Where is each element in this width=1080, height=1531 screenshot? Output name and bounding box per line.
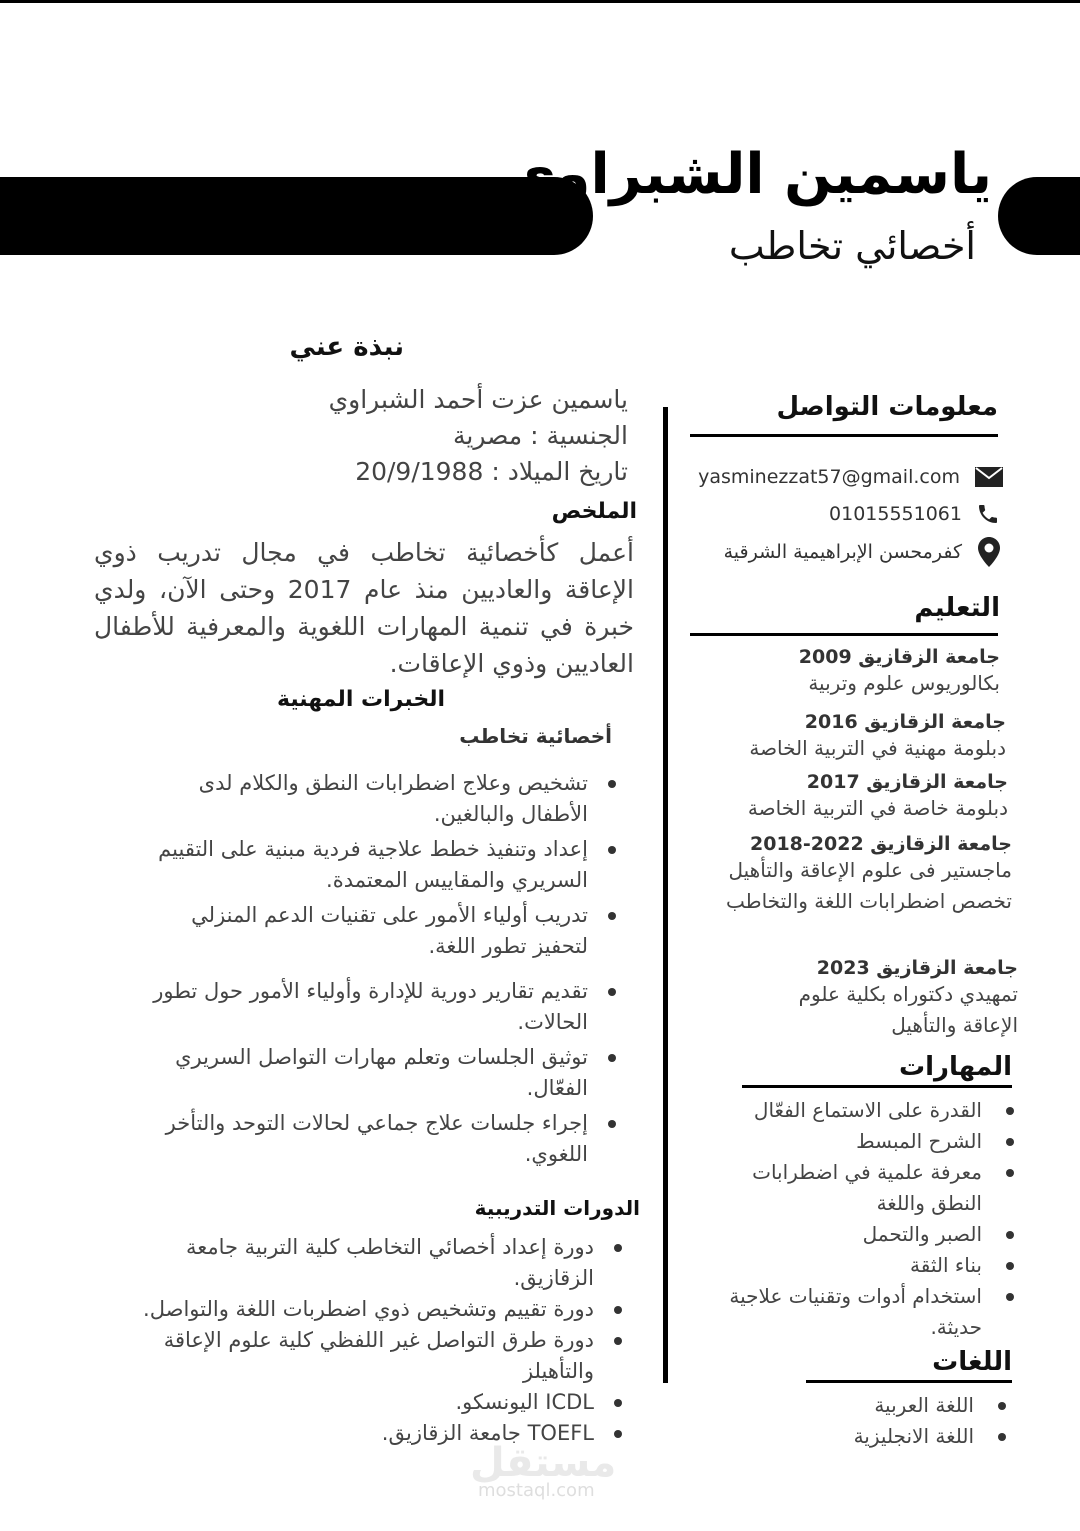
education-item — [712, 833, 1012, 917]
languages-list — [788, 1390, 1008, 1452]
phone-icon — [976, 502, 1000, 526]
watermark-url: mostaql.com — [478, 1480, 595, 1501]
list-item: إعداد وتنفيذ خطط علاجية فردية مبنية على التقييم السريري والمقاييس المعتمدة. — [138, 834, 618, 896]
skills-heading: المهارات — [898, 1052, 1012, 1082]
list-item: معرفة علمية في اضطرابات النطق واللغة — [716, 1157, 1016, 1219]
list-item: استخدام أدوات وتقنيات علاجية حديثة. — [716, 1281, 1016, 1343]
education-university: جامعة الزقازيق 2022-2018 — [750, 833, 1012, 855]
education-item — [676, 711, 1006, 764]
list-item: اللغة العربية — [788, 1390, 1008, 1421]
education-degree: تمهيدي دكتوراه بكلية علوم الإعاقة والتأهيل — [798, 982, 1018, 1037]
experience-heading: الخبرات المهنية — [276, 687, 445, 712]
languages-rule — [806, 1380, 1012, 1383]
education-university: جامعة الزقازيق 2009 — [798, 646, 1000, 668]
skills-list — [716, 1095, 1016, 1343]
education-item — [738, 957, 1018, 1041]
about-birth-date: تاريخ الميلاد : 20/9/1988 — [355, 457, 628, 486]
about-heading: نبذة عني — [289, 332, 404, 362]
header-band-right — [998, 177, 1080, 255]
education-rule — [690, 633, 998, 636]
contact-rule — [690, 434, 998, 437]
candidate-title: أخصائي تخاطب — [728, 224, 976, 268]
courses-heading: الدورات التدريبية — [474, 1196, 640, 1220]
education-degree: دبلومة خاصة في التربية الخاصة — [747, 796, 1008, 820]
contact-phone-row[interactable] — [829, 502, 1000, 526]
contact-email-row[interactable] — [698, 466, 1004, 488]
contact-address-row — [724, 536, 1002, 568]
list-item: TOEFL جامعة الزقازيق. — [104, 1418, 624, 1449]
courses-list — [104, 1232, 624, 1449]
top-border-line — [0, 0, 1080, 3]
list-item: القدرة على الاستماع الفعّال — [716, 1095, 1016, 1126]
list-item: إجراء جلسات علاج جماعي لحالات التوحد والتأخر اللغوي. — [138, 1108, 618, 1170]
list-item: بناء الثقة — [716, 1250, 1016, 1281]
education-item — [678, 771, 1008, 824]
summary-text: أعمل كأخصائية تخاطب في مجال تدريب ذوي الإعاقة والعاديين منذ عام 2017 وحتى الآن، ولدي خبرة في تنمية المهارات اللغوية والمعرفية للأطفال العاديين وذوي الإعاقات. — [94, 538, 634, 678]
experience-list — [138, 768, 618, 1170]
list-item: الصبر والتحمل — [716, 1219, 1016, 1250]
list-item: تدريب أولياء الأمور على تقنيات الدعم المنزلي لتحفيز تطور اللغة. — [138, 900, 618, 962]
list-item: الشرح المبسط — [716, 1126, 1016, 1157]
list-item: دورة إعداد أخصائي التخاطب كلية التربية جامعة الزقازيق. — [104, 1232, 624, 1294]
list-item: اللغة الانجليزية — [788, 1421, 1008, 1452]
about-nationality: الجنسية : مصرية — [452, 421, 628, 450]
about-full-name: ياسمين عزت أحمد الشبراوي — [328, 385, 628, 414]
education-university: جامعة الزقازيق 2016 — [804, 711, 1006, 733]
education-degree: بكالوريوس علوم وتربية — [808, 671, 1000, 695]
contact-heading: معلومات التواصل — [776, 392, 998, 422]
contact-phone[interactable]: 01015551061 — [829, 503, 962, 525]
contact-address: كفرمحسن الإبراهيمية الشرقية — [723, 541, 962, 563]
education-heading: التعليم — [914, 593, 1000, 623]
education-university: جامعة الزقازيق 2023 — [816, 957, 1018, 979]
list-item: توثيق الجلسات وتعلم مهارات التواصل السريري الفعّال. — [138, 1042, 618, 1104]
envelope-icon — [974, 466, 1004, 488]
summary-heading: الملخص — [551, 499, 637, 524]
education-degree: ماجستير فى علوم الإعاقة والتأهيل تخصص اضطرابات اللغة والتخاطب — [726, 858, 1012, 913]
languages-heading: اللغات — [932, 1347, 1012, 1377]
list-item: دورة طرق التواصل غير اللفظي كلية علوم الإعاقة والتأهيلز — [104, 1325, 624, 1387]
experience-role: أخصائية تخاطب — [459, 724, 612, 748]
location-pin-icon — [976, 536, 1002, 568]
list-item: تقديم تقارير دورية للإدارة وأولياء الأمور حول تطور الحالات. — [138, 976, 618, 1038]
list-item: ICDL اليونسكو. — [104, 1387, 624, 1418]
list-item: دورة تقييم وتشخيص ذوي اضطربات اللغة والتواصل. — [104, 1294, 624, 1325]
education-university: جامعة الزقازيق 2017 — [806, 771, 1008, 793]
education-item — [670, 646, 1000, 699]
watermark-logo: مستقل — [470, 1440, 617, 1486]
column-divider — [663, 407, 668, 1383]
list-item: تشخيص وعلاج اضطرابات النطق والكلام لدى الأطفال والبالغين. — [138, 768, 618, 830]
contact-email[interactable]: yasminezzat57@gmail.com — [698, 466, 960, 488]
education-degree: دبلومة مهنية في التربية الخاصة — [749, 736, 1006, 760]
candidate-name: ياسمين الشبراوي — [504, 142, 992, 207]
skills-rule — [742, 1085, 1012, 1088]
